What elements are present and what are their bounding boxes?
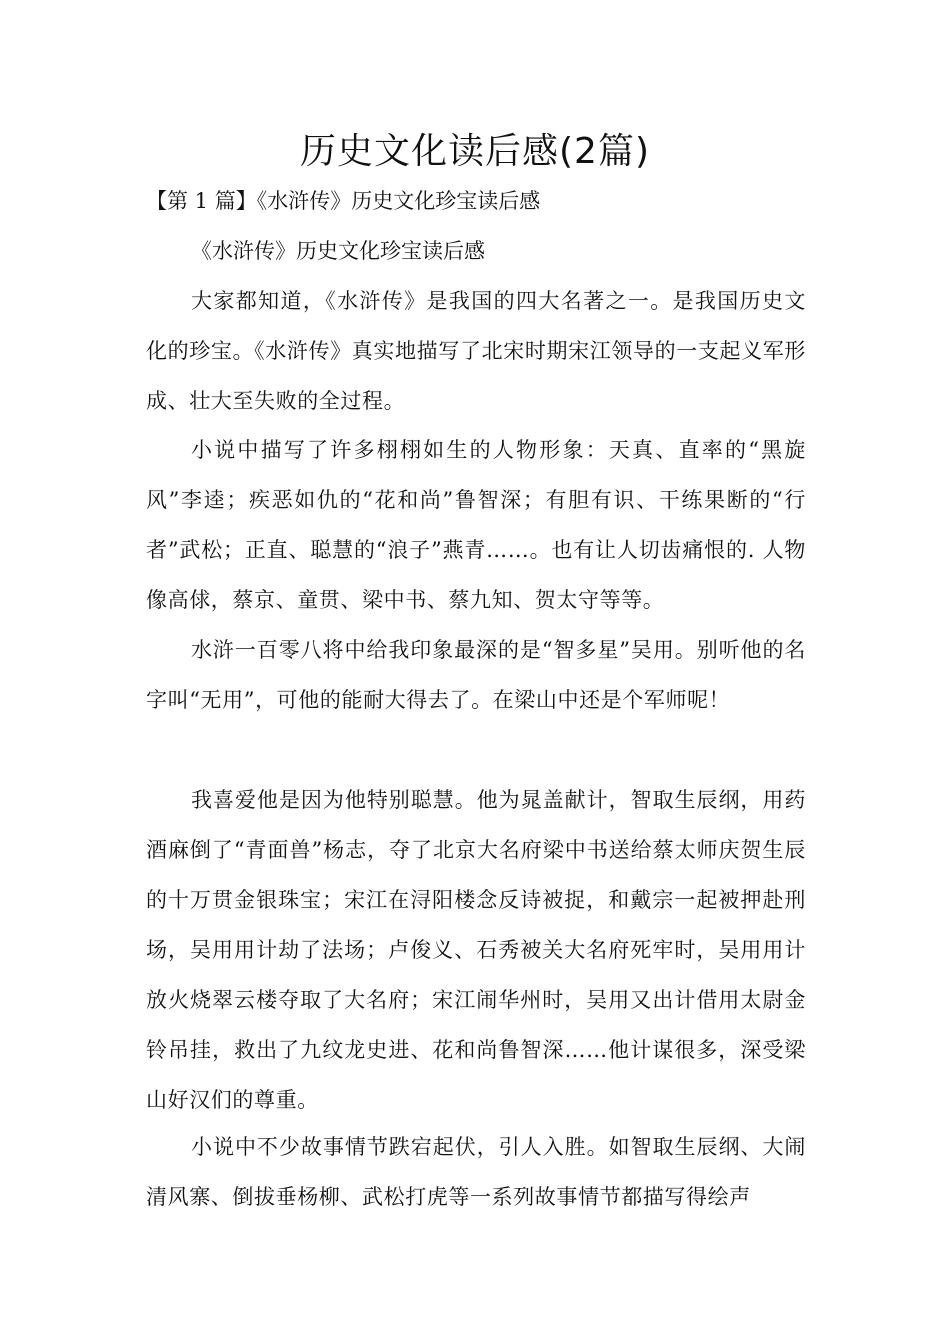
paragraph-1: 大家都知道，《水浒传》是我国的四大名著之一。是我国历史文化的珍宝。《水浒传》真实地描写了北宋时期宋江领导的一支起义军形成、壮大至失败的全过程。	[146, 289, 806, 413]
document-title: 历史文化读后感(2篇)	[300, 131, 650, 172]
paragraph-3: 水浒一百零八将中给我印象最深的是“智多星”吴用。别听他的名字叫“无用”，可他的能耐大得去了。在梁山中还是个军师呢！	[146, 638, 806, 712]
article-subtitle: 《水浒传》历史文化珍宝读后感	[191, 239, 485, 263]
paragraph-2: 小说中描写了许多栩栩如生的人物形象：天真、直率的“黑旋风”李逵；疾恶如仇的“花和尚”鲁智深；有胆有识、干练果断的“行者”武松；正直、聪慧的“浪子”燕青……。也有让人切齿痛恨的. 人物像高俅，蔡京、童贯、梁中书、蔡九知、贺太守等等。	[146, 438, 806, 612]
paragraph-5: 小说中不少故事情节跌宕起伏，引人入胜。如智取生辰纲、大闹清风寨、倒拔垂杨柳、武松打虎等一系列故事情节都描写得绘声	[146, 1135, 806, 1209]
paragraph-4: 我喜爱他是因为他特别聪慧。他为晁盖献计，智取生辰纲，用药酒麻倒了“青面兽”杨志，夺了北京大名府梁中书送给蔡太师庆贺生辰的十万贯金银珠宝；宋江在浔阳楼念反诗被捉，和戴宗一起被押赴刑场，吴用用计劫了法场；卢俊义、石秀被关大名府死牢时，吴用用计放火烧翠云楼夺取了大名府；宋江闹华州时，吴用又出计借用太尉金铃吊挂，救出了九纹龙史进、花和尚鲁智深……他计谋很多，深受梁山好汉们的尊重。	[146, 788, 806, 1112]
section-heading: 【第 1 篇】《水浒传》历史文化珍宝读后感	[146, 189, 541, 213]
